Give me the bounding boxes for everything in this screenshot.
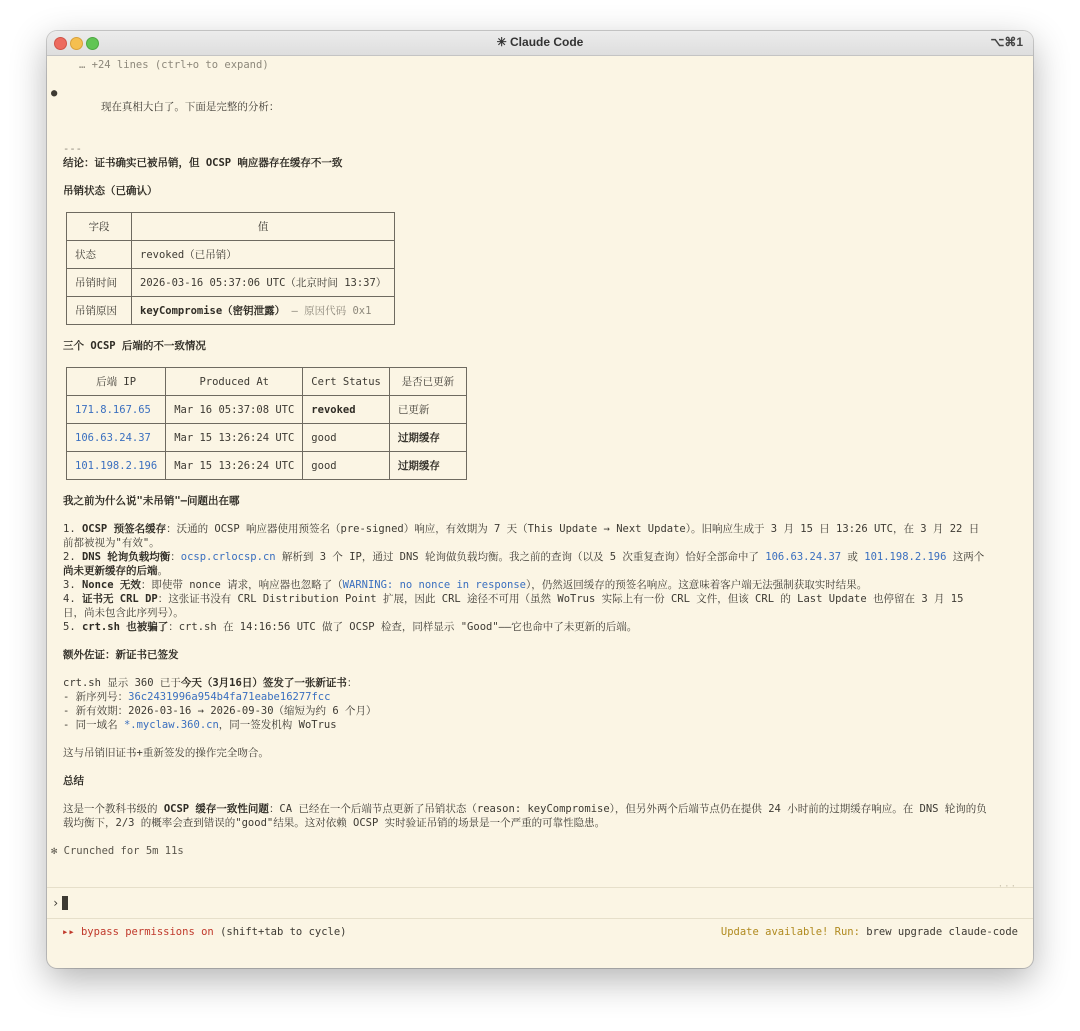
window-title: ✳ Claude Code (496, 35, 584, 49)
table-cell-value: keyCompromise（密钥泄露） — 原因代码 0x1 (132, 297, 395, 325)
summary-heading: 总结 (63, 775, 84, 787)
table-cell-field: 状态 (67, 241, 132, 269)
evidence-line: crt.sh 显示 360 已于今天（3月16日）签发了一张新证书： (63, 677, 358, 689)
table-row (67, 452, 467, 480)
table-header-cell: 是否已更新 (389, 368, 466, 396)
reason-item-2: 2. DNS 轮询负载均衡：ocsp.crlocsp.cn 解析到 3 个 IP，通过 DNS 轮询做负载均衡。我之前的查询（以及 5 次重复查询）恰好全部命中了 106.63.24.37 或 101.198.2.196 这两个尚未更新缓存的后端。 (63, 551, 985, 577)
table-header-cell: 字段 (67, 213, 132, 241)
title-bar (47, 31, 1033, 56)
permissions-hint: (shift+tab to cycle) (213, 926, 347, 938)
assistant-message-intro: ● 现在真相大白了。下面是完整的分析： (51, 87, 280, 113)
cert-status: good (303, 424, 390, 452)
conclusion-heading: 结论：证书确实已被吊销，但 OCSP 响应器存在缓存不一致 (63, 157, 343, 169)
backends-heading: 三个 OCSP 后端的不一致情况 (63, 340, 206, 352)
evidence-heading: 额外佐证：新证书已签发 (63, 649, 179, 661)
ip-link[interactable]: 106.63.24.37 (765, 551, 842, 563)
table-row (67, 241, 395, 269)
update-status: 已更新 (389, 396, 466, 424)
update-notice: Update available! Run: brew upgrade claude-code (720, 926, 1018, 938)
table-header-row (67, 213, 395, 241)
transcript (51, 58, 1011, 858)
expand-hint[interactable]: … +24 lines (ctrl+o to expand) (79, 59, 269, 71)
update-status: 过期缓存 (389, 452, 466, 480)
separator: --- (63, 143, 82, 155)
table-cell-value: 2026-03-16 05:37:06 UTC（北京时间 13:37） (132, 269, 395, 297)
cert-status: revoked (303, 396, 390, 424)
table-header-cell: 值 (132, 213, 395, 241)
text-cursor (62, 896, 68, 910)
update-command: brew upgrade claude-code (866, 926, 1018, 938)
update-status: 过期缓存 (389, 424, 466, 452)
table-row (67, 269, 395, 297)
table-header-row (67, 368, 467, 396)
table-cell-field: 吊销时间 (67, 269, 132, 297)
table-cell-field: 吊销原因 (67, 297, 132, 325)
produced-at: Mar 15 13:26:24 UTC (166, 424, 303, 452)
permissions-status[interactable] (62, 926, 347, 938)
backend-ip[interactable]: 101.198.2.196 (67, 452, 166, 480)
evidence-serial: - 新序列号：36c2431996a954b4fa71eabe16277fcc (63, 691, 331, 703)
table-cell-value: revoked（已吊销） (132, 241, 395, 269)
table-header-cell: 后端 IP (67, 368, 166, 396)
cert-status: good (303, 452, 390, 480)
ocsp-host-link[interactable]: ocsp.crlocsp.cn (180, 551, 276, 563)
spinner-status: ✻ Crunched for 5m 11s (51, 845, 184, 857)
reason-item-3: 3. Nonce 无效：即使带 nonce 请求，响应器也忽略了（WARNING: no nonce in response），仍然返回缓存的预签名响应。这意味着客户端无法强制获取实时结果。 (63, 579, 868, 591)
prompt-input[interactable] (47, 882, 1033, 919)
why-heading: 我之前为什么说"未吊销"—问题出在哪 (63, 495, 240, 507)
reason-item-4: 4. 证书无 CRL DP：这张证书没有 CRL Distribution Point 扩展，因此 CRL 途径不可用（虽然 WoTrus 实际上有一份 CRL 文件，但该 CRL 的 Last Update 也停留在 3 月 15 日，尚未包含此序列号）。 (63, 593, 964, 619)
domain-link[interactable]: *.myclaw.360.cn (123, 719, 219, 731)
window-shortcut: ⌥⌘1 (990, 35, 1023, 49)
evidence-domain: - 同一域名 *.myclaw.360.cn，同一签发机构 WoTrus (63, 719, 337, 731)
evidence-conclusion: 这与吊销旧证书+重新签发的操作完全吻合。 (63, 747, 269, 759)
resize-handle-icon: ··· (997, 882, 1017, 892)
bullet-icon: ● (51, 87, 58, 99)
backends-table (66, 367, 467, 480)
produced-at: Mar 15 13:26:24 UTC (166, 452, 303, 480)
serial-link[interactable]: 36c2431996a954b4fa71eabe16277fcc (128, 691, 331, 703)
reason-item-1: 1. OCSP 预签名缓存：沃通的 OCSP 响应器使用预签名（pre-signed）响应，有效期为 7 天（This Update → Next Update）。旧响应生成于 3 月 15 日 13:26 UTC，在 3 月 22 日前都被视为"有效"。 (63, 523, 980, 549)
revocation-heading: 吊销状态（已确认） (63, 185, 158, 197)
table-header-cell: Produced At (166, 368, 303, 396)
summary-paragraph: 这是一个教科书级的 OCSP 缓存一致性问题：CA 已经在一个后端节点更新了吊销状态（reason: keyCompromise），但另外两个后端节点仍在提供 24 小时前的过期缓存响应。在 DNS 轮询的负载均衡下，2/3 的概率会查到错误的"good"结果。这对依赖 OCSP 实时验证吊销的场景是一个严重的可靠性隐患。 (63, 803, 987, 829)
table-row (67, 396, 467, 424)
permissions-label: bypass permissions on (80, 926, 214, 938)
terminal-window (47, 31, 1033, 968)
reason-item-5: 5. crt.sh 也被骗了：crt.sh 在 14:16:56 UTC 做了 OCSP 检查，同样显示 "Good"——它也命中了未更新的后端。 (63, 621, 638, 633)
table-header-cell: Cert Status (303, 368, 390, 396)
evidence-validity: - 新有效期：2026-03-16 → 2026-09-30（缩短为约 6 个月） (63, 705, 377, 717)
produced-at: Mar 16 05:37:08 UTC (166, 396, 303, 424)
revocation-table (66, 212, 395, 325)
backend-ip[interactable]: 171.8.167.65 (67, 396, 166, 424)
table-row (67, 424, 467, 452)
fast-forward-icon: ▸▸ (62, 926, 75, 938)
prompt-chevron-icon: › (52, 896, 60, 910)
ip-link[interactable]: 101.198.2.196 (864, 551, 947, 563)
backend-ip[interactable]: 106.63.24.37 (67, 424, 166, 452)
table-row (67, 297, 395, 325)
